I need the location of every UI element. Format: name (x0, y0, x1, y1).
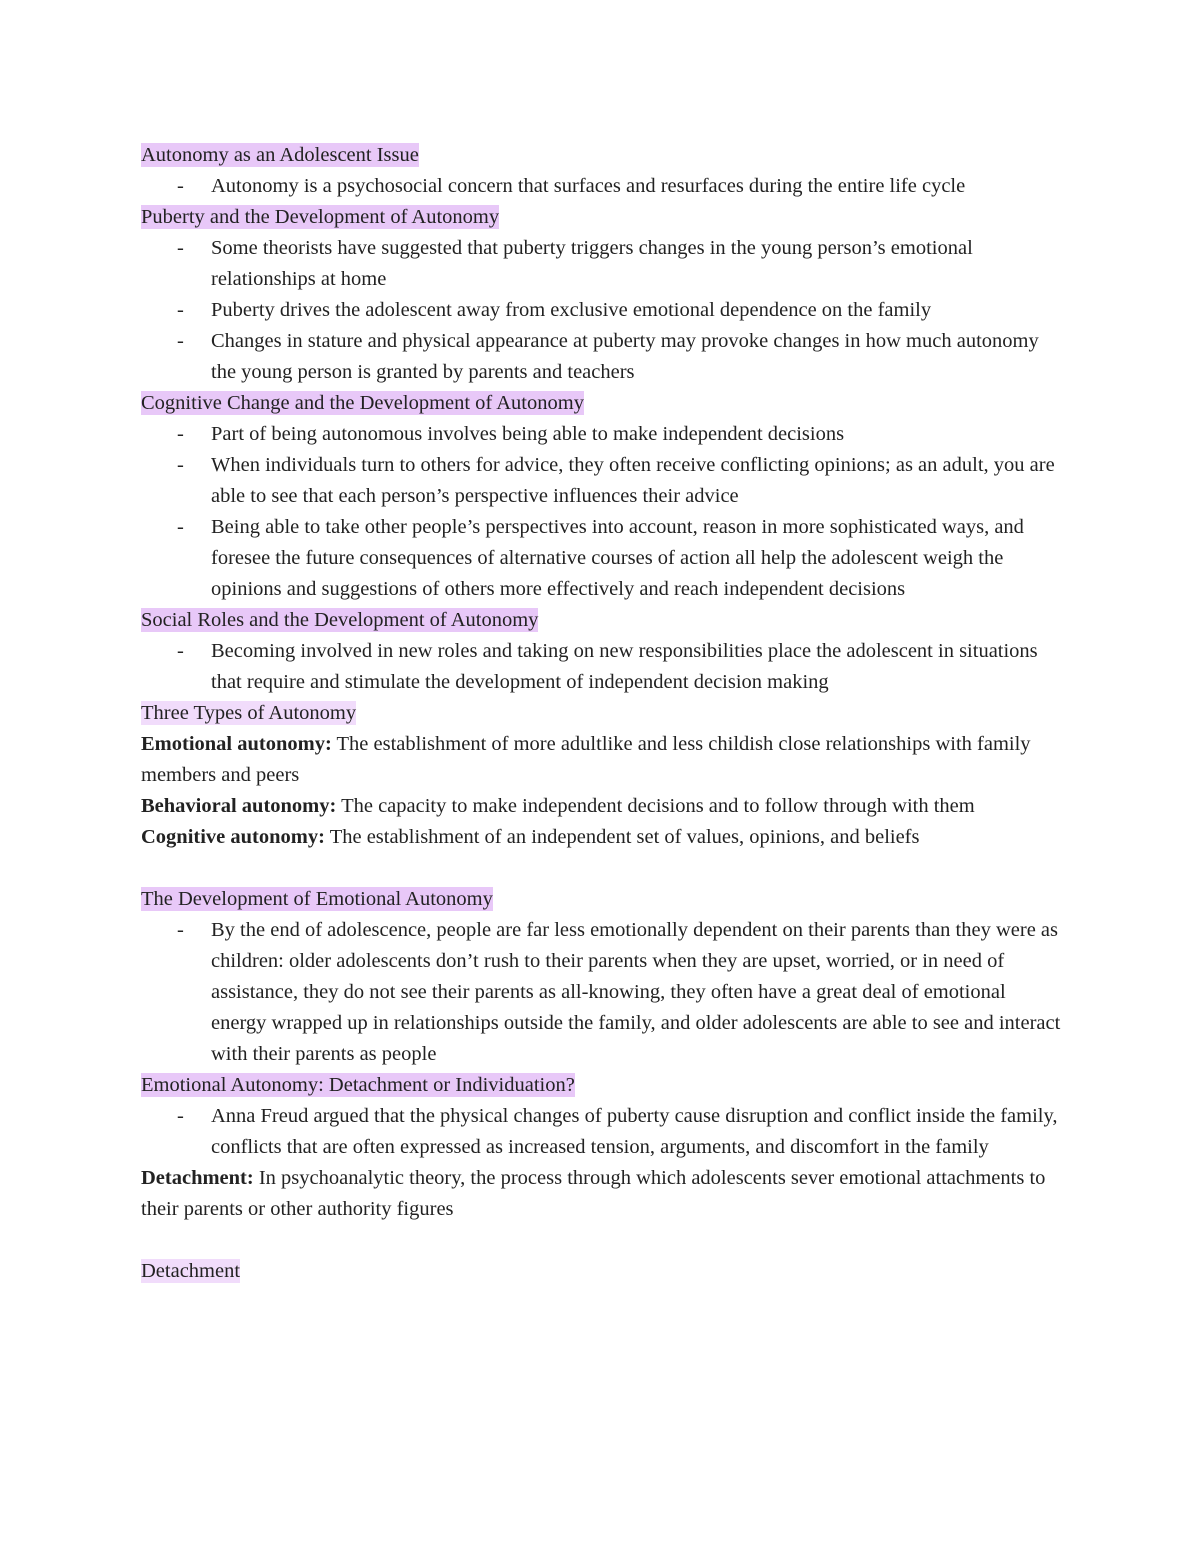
section-heading (141, 140, 1061, 171)
bullet-item: - Changes in stature and physical appearance at puberty may provoke changes in how much autonomy the young person is granted by parents and teachers (141, 326, 1061, 388)
definition-paragraph (141, 791, 1061, 822)
definition-term: Behavioral autonomy: (141, 795, 337, 817)
section-heading (141, 884, 1061, 915)
bullet-list (141, 915, 1061, 1070)
highlighted-heading: The Development of Emotional Autonomy (141, 888, 493, 910)
bullet-list (141, 171, 1061, 202)
definition-text: The establishment of more adultlike and less childish close relationships with family members and peers (141, 733, 1031, 786)
bullet-item: - By the end of adolescence, people are far less emotionally dependent on their parents than they were as children: older adolescents don’t rush to their parents when they are upset, worried, or in need of assistance, they do not see their parents as all-knowing, they often have a great deal of emotional energy wrapped up in relationships outside the family, and older adolescents are able to see and interact with their parents as people (141, 915, 1061, 1070)
bullet-item: - Part of being autonomous involves being able to make independent decisions (141, 419, 1061, 450)
highlighted-heading: Three Types of Autonomy (141, 702, 357, 724)
definition-term: Detachment: (141, 1167, 254, 1189)
definition-paragraph (141, 729, 1061, 791)
bullet-list (141, 419, 1061, 605)
highlighted-heading: Detachment (141, 1260, 241, 1282)
bullet-item: - Puberty drives the adolescent away from exclusive emotional dependence on the family (141, 295, 1061, 326)
highlighted-heading: Cognitive Change and the Development of Autonomy (141, 392, 584, 414)
bullet-list (141, 1101, 1061, 1163)
bullet-item: - When individuals turn to others for advice, they often receive conflicting opinions; as an adult, you are able to see that each person’s perspective influences their advice (141, 450, 1061, 512)
blank-line (141, 853, 1061, 884)
highlighted-heading: Emotional Autonomy: Detachment or Individuation? (141, 1074, 575, 1096)
definition-text: The establishment of an independent set of values, opinions, and beliefs (324, 826, 920, 848)
section-heading (141, 698, 1061, 729)
blank-line (141, 1225, 1061, 1256)
section-heading (141, 202, 1061, 233)
definition-text: In psychoanalytic theory, the process through which adolescents sever emotional attachments to their parents or other authority figures (141, 1167, 1046, 1220)
highlighted-heading: Social Roles and the Development of Autonomy (141, 609, 539, 631)
bullet-item: - Some theorists have suggested that puberty triggers changes in the young person’s emotional relationships at home (141, 233, 1061, 295)
section-heading (141, 1256, 1061, 1287)
definition-paragraph (141, 822, 1061, 853)
definition-term: Emotional autonomy: (141, 733, 332, 755)
definition-term: Cognitive autonomy: (141, 826, 325, 848)
definition-text: The capacity to make independent decisions and to follow through with them (336, 795, 975, 817)
highlighted-heading: Autonomy as an Adolescent Issue (141, 144, 419, 166)
section-heading (141, 1070, 1061, 1101)
bullet-list (141, 233, 1061, 388)
document-page (141, 140, 1061, 1287)
section-heading (141, 605, 1061, 636)
highlighted-heading: Puberty and the Development of Autonomy (141, 206, 500, 228)
definition-paragraph (141, 1163, 1061, 1225)
bullet-item: - Anna Freud argued that the physical changes of puberty cause disruption and conflict inside the family, conflicts that are often expressed as increased tension, arguments, and discomfort in the family (141, 1101, 1061, 1163)
bullet-item: - Becoming involved in new roles and taking on new responsibilities place the adolescent in situations that require and stimulate the development of independent decision making (141, 636, 1061, 698)
bullet-item: - Being able to take other people’s perspectives into account, reason in more sophisticated ways, and foresee the future consequences of alternative courses of action all help the adolescent weigh the opinions and suggestions of others more effectively and reach independent decisions (141, 512, 1061, 605)
bullet-list (141, 636, 1061, 698)
bullet-item: - Autonomy is a psychosocial concern that surfaces and resurfaces during the entire life cycle (141, 171, 1061, 202)
section-heading (141, 388, 1061, 419)
